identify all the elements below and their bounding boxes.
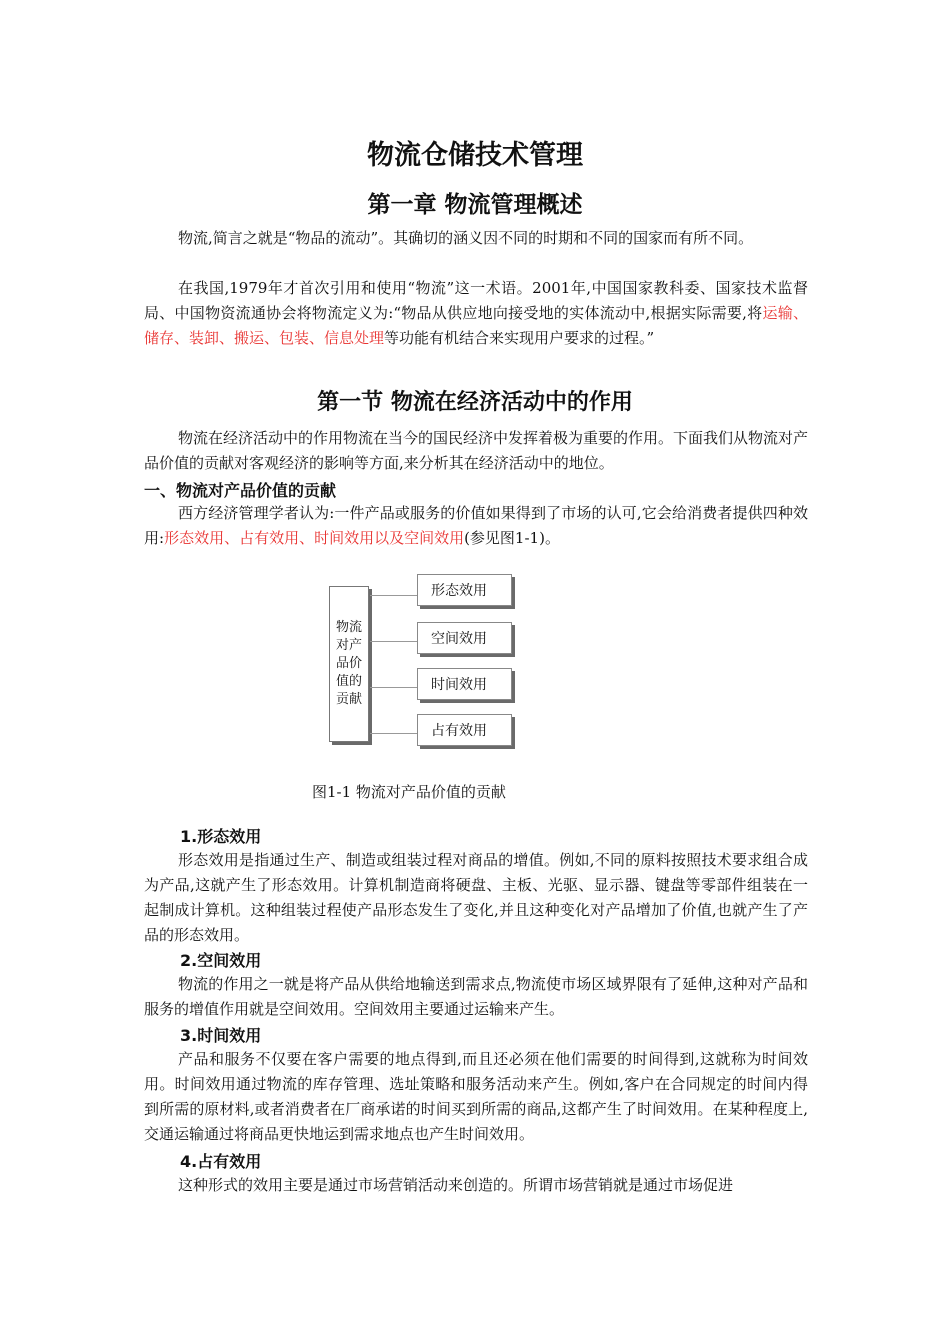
section-paragraph: 物流在经济活动中的作用物流在当今的国民经济中发挥着极为重要的作用。下面我们从物流对产品价值的贡献对客观经济的影响等方面,来分析其在经济活动中的地位。 (144, 429, 809, 472)
intro-paragraph-2-text-b: 等功能有机结合来实现用户要求的过程。” (384, 329, 655, 347)
subsection-paragraph (144, 501, 808, 551)
subsection-heading-value-contribution: 一、物流对产品价值的贡献 (144, 481, 337, 500)
diagram-connector (370, 595, 417, 596)
heading-space-utility: 2.空间效用 (180, 951, 262, 970)
heading-possession-utility: 4.占有效用 (180, 1152, 262, 1171)
figure-caption: 图1-1 物流对产品价值的贡献 (312, 783, 506, 801)
intro-paragraph-2-text-a: 在我国,1979年才首次引用和使用“物流”这一术语。2001年,中国国家教科委、国家技术监督局、中国物资流通协会将物流定义为:“物品从供应地向接受地的实体流动中,根据实际需要,将 (144, 279, 808, 322)
heading-form-utility: 1.形态效用 (180, 827, 262, 846)
paragraph-possession-utility: 这种形式的效用主要是通过市场营销活动来创造的。所谓市场营销就是通过市场促进 (178, 1176, 734, 1194)
diagram-box-possession-utility: 占有效用 (417, 714, 512, 746)
utility-diagram (326, 572, 522, 750)
diagram-connector (370, 733, 417, 734)
chapter-heading: 第一章 物流管理概述 (367, 192, 583, 218)
section-heading: 第一节 物流在经济活动中的作用 (317, 390, 633, 415)
paragraph-form-utility: 形态效用是指通过生产、制造或组装过程对商品的增值。例如,不同的原料按照技术要求组合成为产品,这就产生了形态效用。计算机制造商将硬盘、主板、光驱、显示器、键盘等零部件组装在一起制成计算机。这种组装过程使产品形态发生了变化,并且这种变化对产品增加了价值,也就产生了产品的形态效用。 (144, 851, 808, 944)
diagram-box-time-utility: 时间效用 (417, 668, 512, 700)
diagram-connector (370, 687, 417, 688)
subsection-paragraph-text-b: (参见图1-1)。 (464, 529, 560, 547)
diagram-connector (370, 641, 417, 642)
logistics-functions-highlight: 运输、储存、装卸、搬运、包装、信息处理 (144, 304, 808, 347)
diagram-root-box (329, 586, 369, 742)
intro-paragraph-2 (144, 276, 808, 351)
diagram-root-label: 物流对产品价值的贡献 (335, 620, 362, 707)
heading-time-utility: 3.时间效用 (180, 1026, 262, 1045)
paragraph-space-utility: 物流的作用之一就是将产品从供给地输送到需求点,物流使市场区域界限有了延伸,这种对产品和服务的增值作用就是空间效用。空间效用主要通过运输来产生。 (144, 975, 808, 1018)
paragraph-time-utility: 产品和服务不仅要在客户需要的地点得到,而且还必须在他们需要的时间得到,这就称为时间效用。时间效用通过物流的库存管理、选址策略和服务活动来产生。例如,客户在合同规定的时间内得到所需的原材料,或者消费者在厂商承诺的时间买到所需的商品,这都产生了时间效用。在某种程度上,交通运输通过将商品更快地运到需求地点也产生时间效用。 (144, 1050, 808, 1143)
subsection-paragraph-text-a: 西方经济管理学者认为:一件产品或服务的价值如果得到了市场的认可,它会给消费者提供四种效用: (144, 504, 808, 547)
diagram-box-form-utility: 形态效用 (417, 574, 512, 606)
intro-paragraph-1: 物流,简言之就是“物品的流动”。其确切的涵义因不同的时期和不同的国家而有所不同。 (178, 229, 754, 247)
four-utilities-highlight: 形态效用、占有效用、时间效用以及空间效用 (164, 529, 465, 547)
diagram-box-space-utility: 空间效用 (417, 622, 512, 654)
document-title: 物流仓储技术管理 (367, 140, 583, 171)
